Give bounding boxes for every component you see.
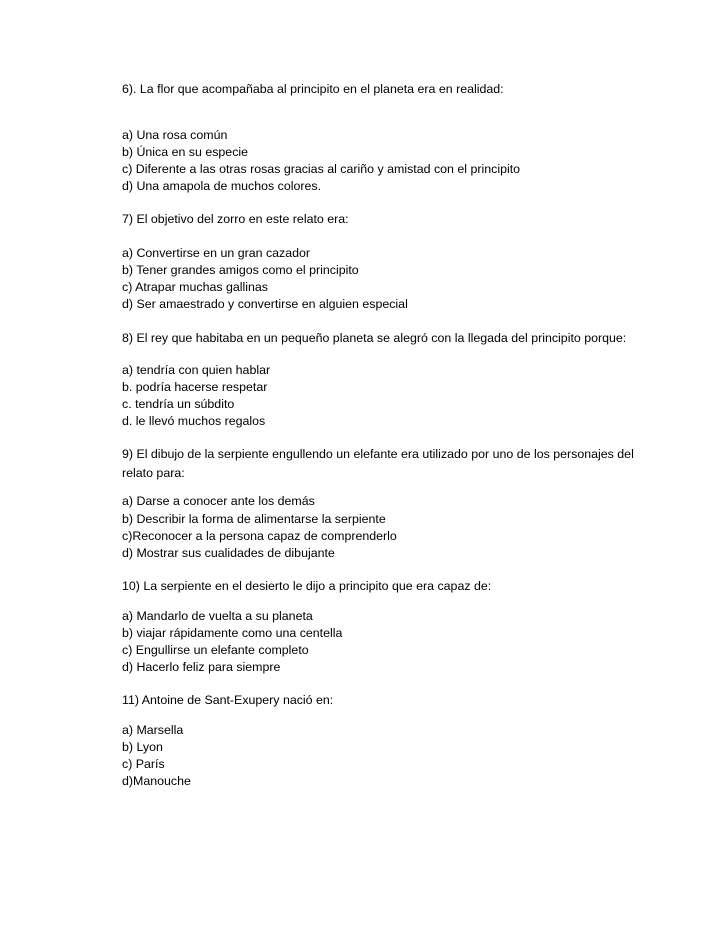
question-8-option-d: d. le llevó muchos regalos (122, 414, 266, 428)
question-9-prompt-line-1: 9) El dibujo de la serpiente engullendo un elefante era utilizado por uno de los personajes del (122, 447, 634, 461)
question-8-option-a: a) tendría con quien hablar (122, 363, 271, 377)
question-11-option-d: d)Manouche (122, 774, 191, 788)
question-8-prompt: 8) El rey que habitaba en un pequeño planeta se alegró con la llegada del principito porque: (122, 331, 627, 345)
question-10-option-c: c) Engullirse un elefante completo (122, 643, 309, 657)
question-10-option-d: d) Hacerlo feliz para siempre (122, 660, 281, 674)
question-11-option-a: a) Marsella (122, 723, 184, 737)
question-6-option-a: a) Una rosa común (122, 128, 228, 142)
question-11-option-c: c) París (122, 757, 165, 771)
question-10-prompt: 10) La serpiente en el desierto le dijo a principito que era capaz de: (122, 579, 492, 593)
question-8-option-c: c. tendría un súbdito (122, 397, 235, 411)
question-7-prompt: 7) El objetivo del zorro en este relato era: (122, 212, 349, 226)
question-9-prompt-line-2: relato para: (122, 466, 185, 480)
question-6-option-b: b) Única en su especie (122, 145, 249, 159)
question-6-option-d: d) Una amapola de muchos colores. (122, 179, 322, 193)
question-9-option-c: c)Reconocer a la persona capaz de comprenderlo (122, 529, 397, 543)
question-7-option-b: b) Tener grandes amigos como el principito (122, 263, 359, 277)
question-9-option-b: b) Describir la forma de alimentarse la serpiente (122, 512, 386, 526)
question-7-option-c: c) Atrapar muchas gallinas (122, 280, 269, 294)
question-11-prompt: 11) Antoine de Sant-Exupery nació en: (122, 693, 334, 707)
question-7-option-d: d) Ser amaestrado y convertirse en alguien especial (122, 297, 408, 311)
question-9-option-a: a) Darse a conocer ante los demás (122, 494, 315, 508)
question-8-option-b: b. podría hacerse respetar (122, 380, 268, 394)
question-6-option-c: c) Diferente a las otras rosas gracias al cariño y amistad con el principito (122, 162, 521, 176)
question-9-option-d: d) Mostrar sus cualidades de dibujante (122, 546, 335, 560)
question-7-option-a: a) Convertirse en un gran cazador (122, 246, 311, 260)
question-10-option-b: b) viajar rápidamente como una centella (122, 626, 343, 640)
question-6-prompt: 6). La flor que acompañaba al principito en el planeta era en realidad: (122, 82, 504, 96)
question-10-option-a: a) Mandarlo de vuelta a su planeta (122, 609, 313, 623)
question-11-option-b: b) Lyon (122, 740, 163, 754)
